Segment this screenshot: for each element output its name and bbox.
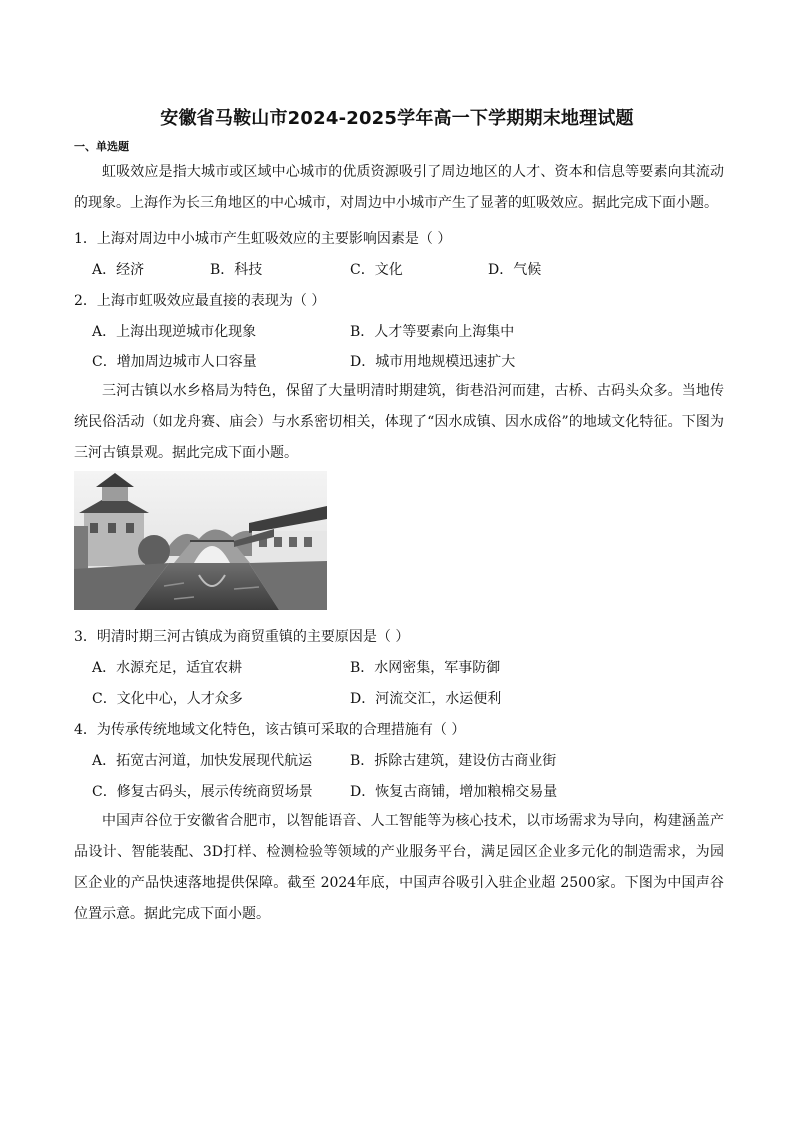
q2-option-d[interactable]: D．城市用地规模迅速扩大 <box>350 354 516 370</box>
question-4-stem: 4．为传承传统地域文化特色，该古镇可采取的合理措施有（ ） <box>74 722 466 738</box>
q1-option-c[interactable]: C．文化 <box>350 262 403 278</box>
question-2-stem: 2．上海市虹吸效应最直接的表现为（ ） <box>74 293 326 309</box>
q1-option-d[interactable]: D．气候 <box>488 262 542 278</box>
passage-3: 中国声谷位于安徽省合肥市，以智能语音、人工智能等为核心技术，以市场需求为导向，构建涵盖产品设计、智能装配、3D打样、检测检验等领域的产业服务平台，满足园区企业多元化的制造需求，为园区企业的产品快速落地提供保障。截至 2024年底，中国声谷吸引入驻企业超 2500家。下图为中国声谷位置示意。据此完成下面小题。 <box>74 813 724 922</box>
q1-option-b[interactable]: B．科技 <box>210 262 263 278</box>
q4-option-b[interactable]: B．拆除古建筑，建设仿古商业街 <box>350 753 557 769</box>
q4-option-c[interactable]: C．修复古码头，展示传统商贸场景 <box>92 784 313 800</box>
q3-option-c[interactable]: C．文化中心，人才众多 <box>92 691 243 707</box>
question-3-stem: 3．明清时期三河古镇成为商贸重镇的主要原因是（ ） <box>74 629 410 645</box>
q3-option-a[interactable]: A．水源充足，适宜农耕 <box>92 660 243 676</box>
section-heading: 一、单选题 <box>74 140 129 153</box>
q2-option-a[interactable]: A．上海出现逆城市化现象 <box>92 324 257 340</box>
question-1-stem: 1．上海对周边中小城市产生虹吸效应的主要影响因素是（ ） <box>74 231 452 247</box>
q1-option-a[interactable]: A．经济 <box>92 262 145 278</box>
q4-option-d[interactable]: D．恢复古商铺，增加粮棉交易量 <box>350 784 558 800</box>
sanhe-town-photo <box>74 471 327 610</box>
q3-option-d[interactable]: D．河流交汇，水运便利 <box>350 691 502 707</box>
q2-option-c[interactable]: C．增加周边城市人口容量 <box>92 354 257 370</box>
q4-option-a[interactable]: A．拓宽古河道，加快发展现代航运 <box>92 753 313 769</box>
q2-option-b[interactable]: B．人才等要素向上海集中 <box>350 324 515 340</box>
passage-2: 三河古镇以水乡格局为特色，保留了大量明清时期建筑，街巷沿河而建，古桥、古码头众多。当地传统民俗活动（如龙舟赛、庙会）与水系密切相关，体现了“因水成镇、因水成俗”的地域文化特征。下图为三河古镇景观。据此完成下面小题。 <box>74 383 724 461</box>
passage-1: 虹吸效应是指大城市或区域中心城市的优质资源吸引了周边地区的人才、资本和信息等要素向其流动的现象。上海作为长三角地区的中心城市，对周边中小城市产生了显著的虹吸效应。据此完成下面小题。 <box>74 164 724 211</box>
q3-option-b[interactable]: B．水网密集，军事防御 <box>350 660 501 676</box>
page-title: 安徽省马鞍山市2024-2025学年高一下学期期末地理试题 <box>160 108 634 129</box>
